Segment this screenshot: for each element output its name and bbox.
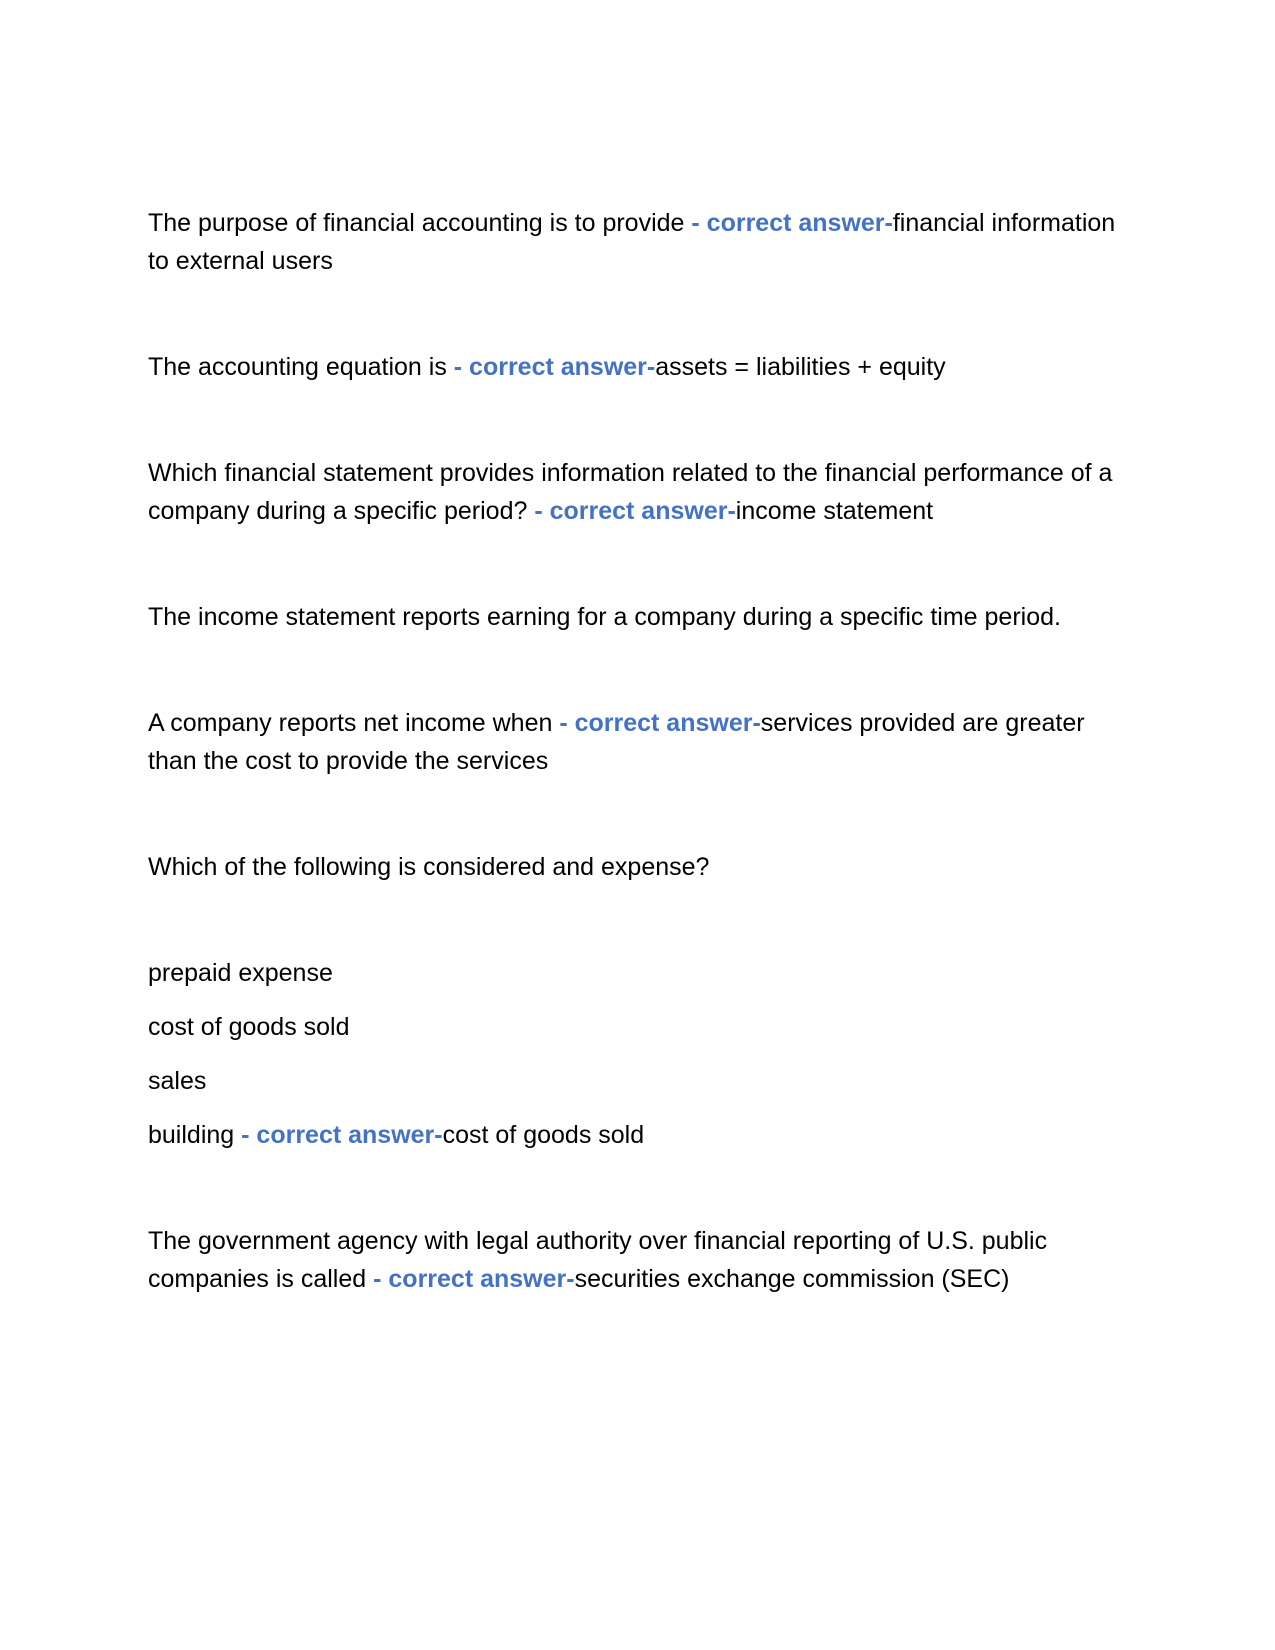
- option-4-with-answer: [148, 1116, 1128, 1154]
- question-text: The purpose of financial accounting is to provide: [148, 209, 692, 237]
- answer-text: assets = liabilities + equity: [655, 353, 946, 381]
- correct-answer-separator: - correct answer-: [534, 497, 736, 525]
- question-text: Which of the following is considered and expense?: [148, 853, 710, 881]
- answer-text: income statement: [735, 497, 934, 525]
- answer-text: securities exchange commission (SEC): [574, 1265, 1010, 1293]
- qa-item-7: [148, 1222, 1128, 1298]
- document-content: [148, 204, 1128, 1298]
- question-text: A company reports net income when: [148, 709, 560, 737]
- statement-text: The income statement reports earning for a company during a specific time period.: [148, 603, 1061, 631]
- option-3: sales: [148, 1067, 207, 1095]
- answer-text: cost of goods sold: [442, 1121, 645, 1149]
- qa-item-6: [148, 848, 1128, 1154]
- correct-answer-separator: - correct answer-: [373, 1265, 575, 1293]
- question-text: Which financial statement provides information related to the financial performance of a company during a specific period?: [148, 459, 1113, 525]
- option-1: prepaid expense: [148, 959, 333, 987]
- option-2: cost of goods sold: [148, 1013, 350, 1041]
- correct-answer-separator: - correct answer-: [453, 353, 656, 381]
- answer-text: financial information to external users: [148, 209, 1116, 275]
- qa-item-5: [148, 704, 1128, 780]
- answer-text: services provided are greater than the cost to provide the services: [148, 709, 1085, 775]
- qa-item-3: [148, 454, 1128, 530]
- correct-answer-separator: - correct answer-: [241, 1121, 443, 1149]
- question-text: The government agency with legal authority over financial reporting of U.S. public companies is called: [148, 1227, 1048, 1293]
- correct-answer-separator: - correct answer-: [559, 709, 761, 737]
- question-text: The accounting equation is: [148, 353, 454, 381]
- correct-answer-separator: - correct answer-: [691, 209, 893, 237]
- qa-item-1: [148, 204, 1128, 280]
- qa-item-2: [148, 348, 1128, 386]
- option-4: building: [148, 1121, 242, 1149]
- statement-item-4: [148, 598, 1128, 636]
